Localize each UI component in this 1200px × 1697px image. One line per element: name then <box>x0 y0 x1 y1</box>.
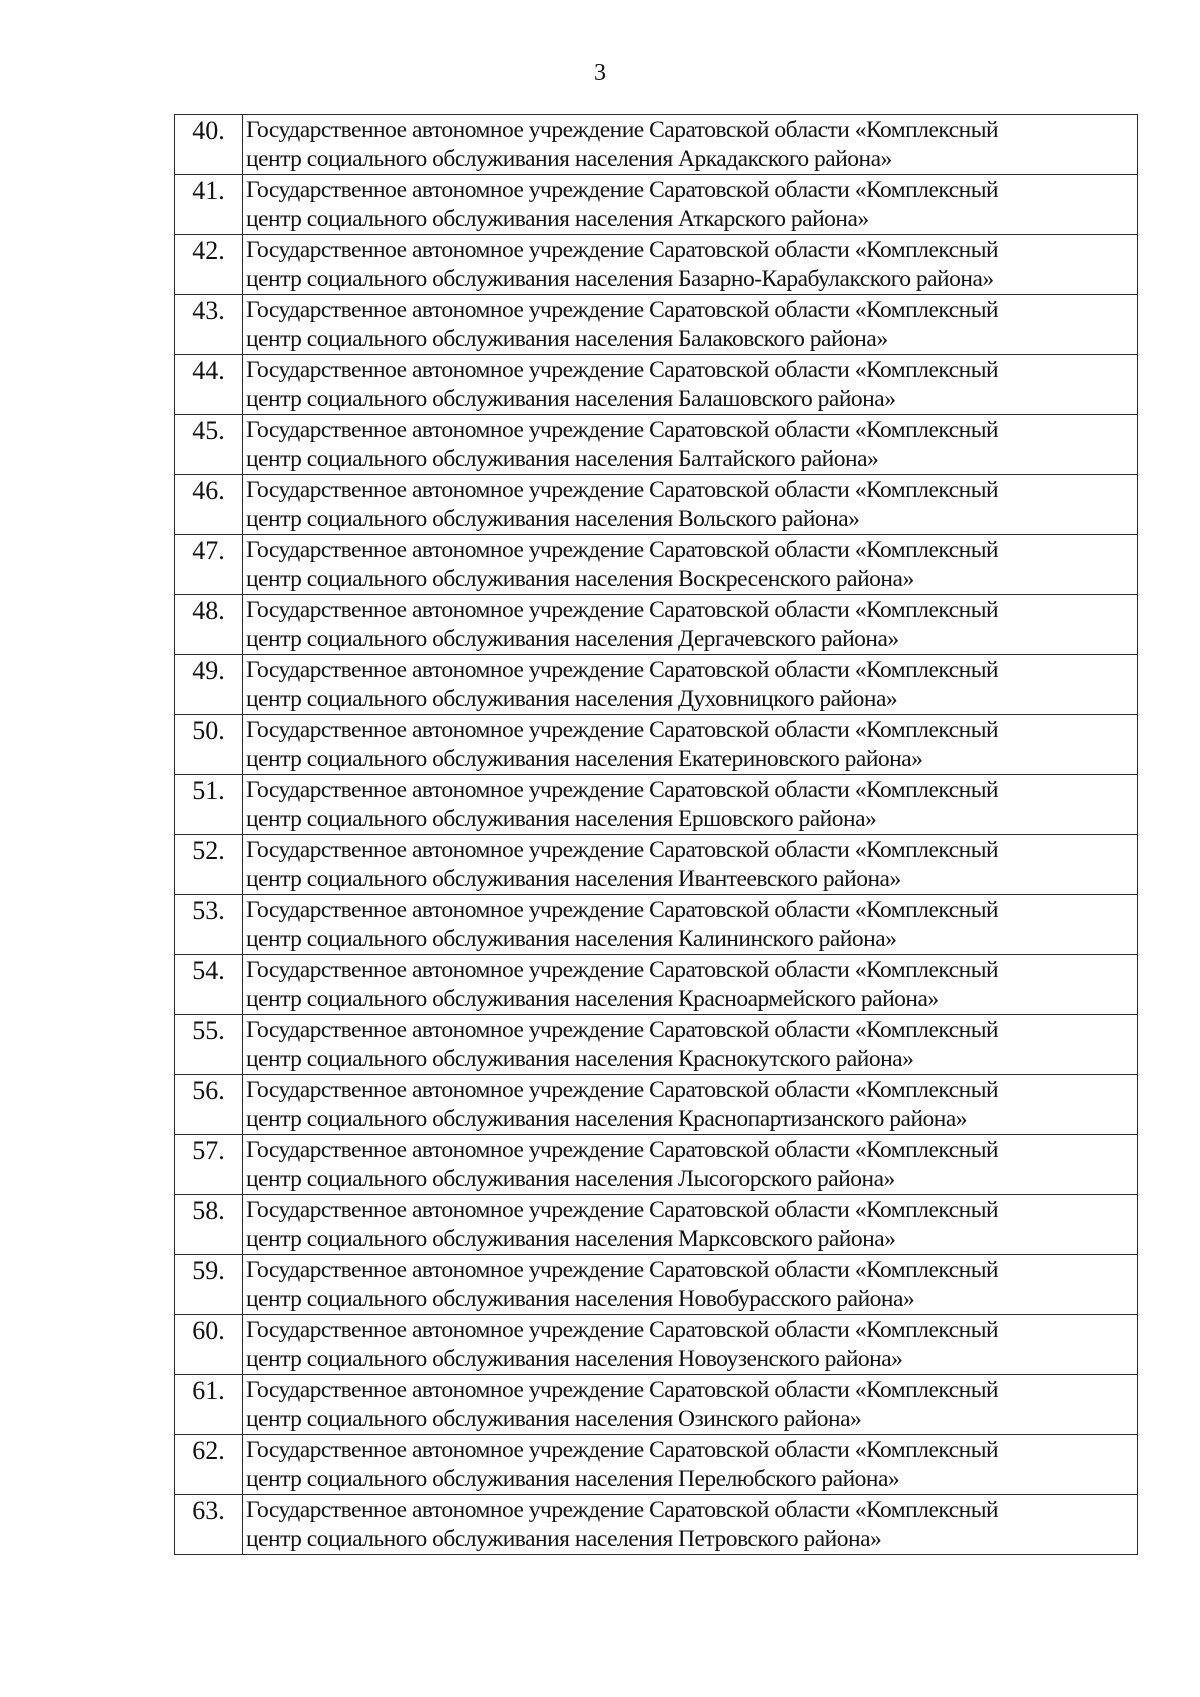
institution-name-line-1: Государственное автономное учреждение Саратовской области «Комплексный <box>246 1137 999 1163</box>
row-number: 58. <box>175 1195 243 1255</box>
institution-name-line-2: центр социального обслуживания населения Аткарского района» <box>246 205 869 232</box>
institution-name-line-2: центр социального обслуживания населения Новоузенского района» <box>246 1345 903 1372</box>
row-number: 40. <box>175 115 243 175</box>
row-number: 53. <box>175 895 243 955</box>
row-number: 60. <box>175 1315 243 1375</box>
institution-name-line-2: центр социального обслуживания населения Дергачевского района» <box>246 625 899 652</box>
institution-name-line-1: Государственное автономное учреждение Саратовской области «Комплексный <box>246 1377 999 1403</box>
institution-name-line-2: центр социального обслуживания населения Вольского района» <box>246 505 860 532</box>
row-number: 41. <box>175 175 243 235</box>
institution-name-line-2: центр социального обслуживания населения Озинского района» <box>246 1405 862 1432</box>
table-row <box>175 175 1138 235</box>
row-number: 44. <box>175 355 243 415</box>
institution-name <box>243 595 1138 655</box>
institution-name-line-1: Государственное автономное учреждение Саратовской области «Комплексный <box>246 957 999 983</box>
row-number: 57. <box>175 1135 243 1195</box>
institution-name <box>243 775 1138 835</box>
institution-name-line-2: центр социального обслуживания населения Петровского района» <box>246 1525 882 1552</box>
institution-name <box>243 1255 1138 1315</box>
institution-name <box>243 1315 1138 1375</box>
institution-name-line-1: Государственное автономное учреждение Саратовской области «Комплексный <box>246 1197 999 1223</box>
table-row <box>175 355 1138 415</box>
institution-name <box>243 1435 1138 1495</box>
institution-name <box>243 175 1138 235</box>
institution-name-line-2: центр социального обслуживания населения Базарно-Карабулакского района» <box>246 265 994 292</box>
table-row <box>175 235 1138 295</box>
institution-name <box>243 715 1138 775</box>
institution-name-line-1: Государственное автономное учреждение Саратовской области «Комплексный <box>246 1317 999 1343</box>
institution-name-line-1: Государственное автономное учреждение Саратовской области «Комплексный <box>246 357 999 383</box>
institution-name <box>243 1135 1138 1195</box>
institution-name-line-2: центр социального обслуживания населения Ершовского района» <box>246 805 877 832</box>
institution-name-line-1: Государственное автономное учреждение Саратовской области «Комплексный <box>246 1437 999 1463</box>
institutions-table-body <box>175 115 1138 1555</box>
row-number: 47. <box>175 535 243 595</box>
institution-name-line-2: центр социального обслуживания населения Балтайского района» <box>246 445 879 472</box>
row-number: 56. <box>175 1075 243 1135</box>
institution-name-line-2: центр социального обслуживания населения Ивантеевского района» <box>246 865 901 892</box>
table-row <box>175 1015 1138 1075</box>
table-row <box>175 1435 1138 1495</box>
institution-name-line-1: Государственное автономное учреждение Саратовской области «Комплексный <box>246 897 999 923</box>
institution-name-line-2: центр социального обслуживания населения Краснокутского района» <box>246 1045 914 1072</box>
institution-name <box>243 835 1138 895</box>
institution-name-line-1: Государственное автономное учреждение Саратовской области «Комплексный <box>246 1077 999 1103</box>
institution-name <box>243 1495 1138 1555</box>
institution-name-line-2: центр социального обслуживания населения Аркадакского района» <box>246 145 892 172</box>
table-row <box>175 895 1138 955</box>
institutions-table <box>174 114 1138 1555</box>
row-number: 42. <box>175 235 243 295</box>
table-row <box>175 1135 1138 1195</box>
institution-name-line-2: центр социального обслуживания населения Красноармейского района» <box>246 985 939 1012</box>
institution-name <box>243 355 1138 415</box>
row-number: 54. <box>175 955 243 1015</box>
institution-name <box>243 295 1138 355</box>
table-row <box>175 955 1138 1015</box>
institution-name <box>243 415 1138 475</box>
institution-name-line-2: центр социального обслуживания населения Перелюбского района» <box>246 1465 900 1492</box>
institution-name-line-1: Государственное автономное учреждение Саратовской области «Комплексный <box>246 1017 999 1043</box>
institution-name-line-2: центр социального обслуживания населения Марксовского района» <box>246 1225 896 1252</box>
row-number: 55. <box>175 1015 243 1075</box>
institution-name-line-1: Государственное автономное учреждение Саратовской области «Комплексный <box>246 297 999 323</box>
row-number: 52. <box>175 835 243 895</box>
institution-name-line-1: Государственное автономное учреждение Саратовской области «Комплексный <box>246 777 999 803</box>
institution-name-line-2: центр социального обслуживания населения Балаковского района» <box>246 325 888 352</box>
institution-name-line-1: Государственное автономное учреждение Саратовской области «Комплексный <box>246 177 999 203</box>
institution-name-line-1: Государственное автономное учреждение Саратовской области «Комплексный <box>246 1497 999 1523</box>
institution-name-line-1: Государственное автономное учреждение Саратовской области «Комплексный <box>246 537 999 563</box>
table-row <box>175 475 1138 535</box>
table-row <box>175 835 1138 895</box>
row-number: 62. <box>175 1435 243 1495</box>
institution-name-line-1: Государственное автономное учреждение Саратовской области «Комплексный <box>246 237 999 263</box>
row-number: 61. <box>175 1375 243 1435</box>
table-row <box>175 595 1138 655</box>
row-number: 50. <box>175 715 243 775</box>
row-number: 59. <box>175 1255 243 1315</box>
institution-name <box>243 535 1138 595</box>
table-row <box>175 295 1138 355</box>
row-number: 45. <box>175 415 243 475</box>
table-row <box>175 415 1138 475</box>
table-row <box>175 1495 1138 1555</box>
institution-name-line-1: Государственное автономное учреждение Саратовской области «Комплексный <box>246 1257 999 1283</box>
table-row <box>175 775 1138 835</box>
institution-name <box>243 1375 1138 1435</box>
row-number: 46. <box>175 475 243 535</box>
institution-name-line-1: Государственное автономное учреждение Саратовской области «Комплексный <box>246 597 999 623</box>
table-row <box>175 1255 1138 1315</box>
table-row <box>175 715 1138 775</box>
institution-name <box>243 955 1138 1015</box>
institution-name-line-2: центр социального обслуживания населения Калининского района» <box>246 925 897 952</box>
table-row <box>175 1195 1138 1255</box>
institution-name-line-1: Государственное автономное учреждение Саратовской области «Комплексный <box>246 717 999 743</box>
institution-name-line-1: Государственное автономное учреждение Саратовской области «Комплексный <box>246 837 999 863</box>
row-number: 43. <box>175 295 243 355</box>
institution-name-line-2: центр социального обслуживания населения Лысогорского района» <box>246 1165 895 1192</box>
institution-name <box>243 1075 1138 1135</box>
institution-name <box>243 1195 1138 1255</box>
institution-name <box>243 475 1138 535</box>
institution-name-line-2: центр социального обслуживания населения Екатериновского района» <box>246 745 923 772</box>
institution-name-line-2: центр социального обслуживания населения Духовницкого района» <box>246 685 898 712</box>
institution-name <box>243 235 1138 295</box>
institution-name-line-2: центр социального обслуживания населения Воскресенского района» <box>246 565 914 592</box>
institution-name-line-1: Государственное автономное учреждение Саратовской области «Комплексный <box>246 417 999 443</box>
page-number: 3 <box>594 60 606 86</box>
row-number: 63. <box>175 1495 243 1555</box>
table-row <box>175 1375 1138 1435</box>
row-number: 51. <box>175 775 243 835</box>
table-row <box>175 535 1138 595</box>
row-number: 48. <box>175 595 243 655</box>
row-number: 49. <box>175 655 243 715</box>
institution-name-line-1: Государственное автономное учреждение Саратовской области «Комплексный <box>246 657 999 683</box>
institution-name-line-2: центр социального обслуживания населения Балашовского района» <box>246 385 896 412</box>
table-row <box>175 1075 1138 1135</box>
institution-name-line-1: Государственное автономное учреждение Саратовской области «Комплексный <box>246 117 999 143</box>
table-row <box>175 655 1138 715</box>
institution-name-line-2: центр социального обслуживания населения Краснопартизанского района» <box>246 1105 968 1132</box>
institution-name <box>243 655 1138 715</box>
table-row <box>175 115 1138 175</box>
institution-name <box>243 1015 1138 1075</box>
institution-name-line-1: Государственное автономное учреждение Саратовской области «Комплексный <box>246 477 999 503</box>
institution-name <box>243 895 1138 955</box>
institution-name-line-2: центр социального обслуживания населения Новобурасского района» <box>246 1285 915 1312</box>
institution-name <box>243 115 1138 175</box>
table-row <box>175 1315 1138 1375</box>
